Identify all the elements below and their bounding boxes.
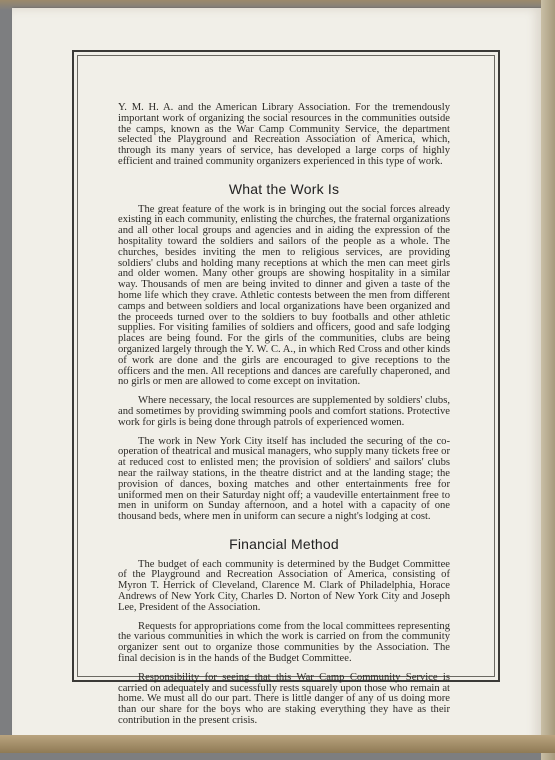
- text-frame: [77, 55, 495, 727]
- section-heading-what-the-work-is: What the Work Is: [228, 180, 340, 197]
- section1-paragraph-1: The great feature of the work is in bringing out the social forces already existing in each community, enlisting the churches, the fraternal organizations and all other local groups and agencies and in aiding the expression of the hospitality toward the soldiers and sailors of the people as a whole. The churches, besides inviting the men to religious services, are providing soldiers' clubs and holding many receptions at which the men can meet girls and older women. Many other groups are showing hospitality in a similar way. Thousands of men are being invited to dinner and given a taste of the home life which they crave. Athletic contests between the men from different camps and between soldiers and local organizations have been organized and the proceeds turned over to the soldiers to buy footballs and other athletic supplies. For visiting families of soldiers and officers, good and safe lodging places are being found. For the girls of the communities, clubs are being organized largely through the Y. W. C. A., in which Red Cross and other kinds of work are done and the girls are encouraged to give receptions to the officers and the men. All receptions and dances are carefully chaperoned, and no girls or men are allowed to come except on invitation.: [118, 203, 450, 388]
- page-bottom-edge: [0, 735, 555, 753]
- intro-paragraph: Y. M. H. A. and the American Library Association. For the tremendously important work of organizing the social resources in the communities outside the camps, known as the War Camp Community Service, the department selected the Playground and Recreation Association of America, which, through its many years of service, has developed a large corps of highly efficient and trained community organizers experienced in this type of work.: [118, 102, 450, 167]
- section1-paragraph-2: Where necessary, the local resources are supplemented by soldiers' clubs, and sometimes by providing swimming pools and comfort stations. Protective work for girls is being done through patrols of experienced women.: [118, 395, 450, 428]
- section2-paragraph-1: The budget of each community is determined by the Budget Committee of the Playground and Recreation Association of America, consisting of Myron T. Herrick of Cleveland, Clarence M. Clark of Philadelphia, Horace Andrews of New York City, Charles D. Norton of New York City and Joseph Lee, President of the Association.: [118, 558, 450, 613]
- section2-paragraph-3: Responsibility for seeing that this War Camp Community Service is carried on adequately and sucessfully rests squarely upon those who remain at home. We must all do our part. There is little danger of any of us doing more than our share for the boys who are staking everything they have as their contribution in the present crisis.: [118, 671, 450, 727]
- page-binding-edge: [541, 0, 555, 760]
- section2-paragraph-2: Requests for appropriations come from the local committees representing the various communities in which the work is carried on from the community organizer sent out to organize those communities by the Association. The final decision is in the hands of the Budget Committee.: [118, 620, 450, 665]
- section-heading-financial-method: Financial Method: [229, 535, 339, 552]
- section1-paragraph-3: The work in New York City itself has included the securing of the co-operation of theatrical and musical managers, who supply many tickets free or at reduced cost to enlisted men; the provision of soldiers' and sailors' clubs near the railway stations, in the theatre district and at the landing stage; the provision of dances, boxing matches and other entertainments free for uniformed men on their Saturday night off; a vaudeville entertainment free to men in uniform on Sunday afternoon, and a hotel with a capacity of one thousand beds, where men in uniform can secure a night's lodging at cost.: [118, 435, 450, 523]
